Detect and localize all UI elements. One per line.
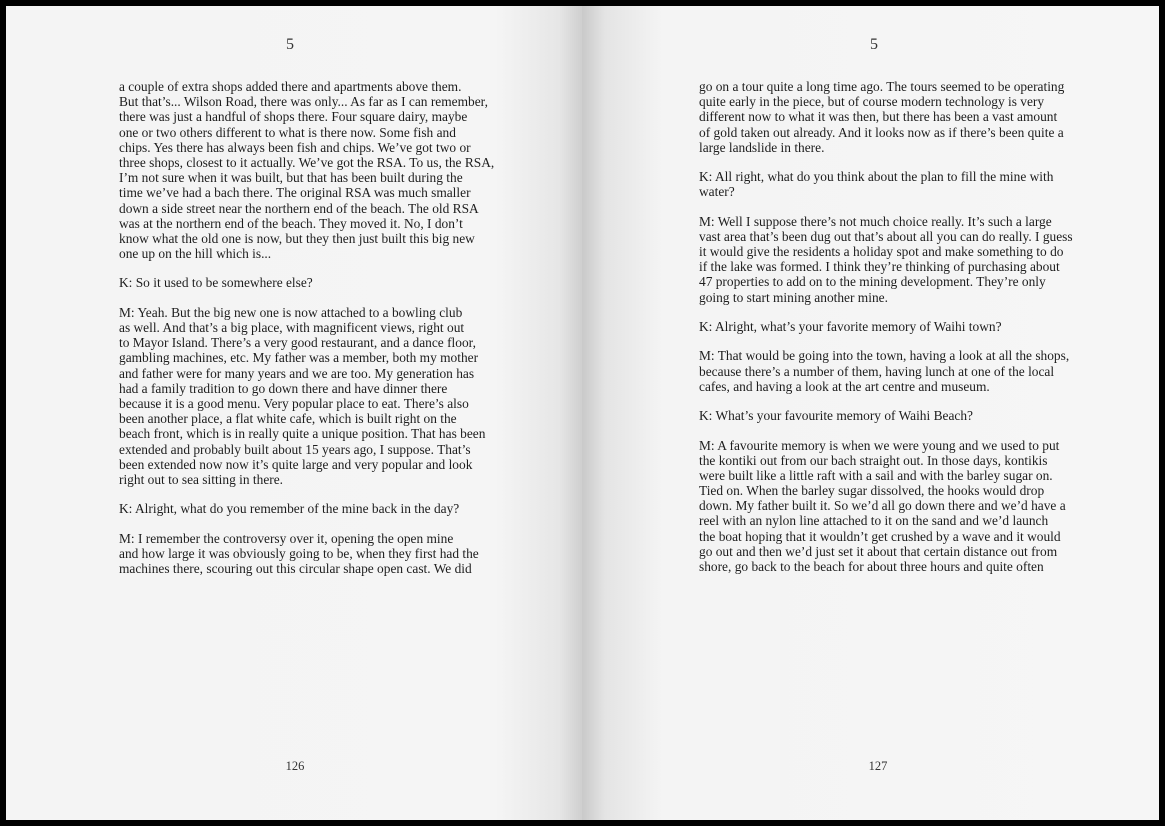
text-line: cafes, and having a look at the art centre and museum. [699, 378, 990, 394]
text-line: was at the northern end of the beach. They moved it. No, I don’t [119, 215, 463, 231]
text-line: I’m not sure when it was built, but that has been built during the [119, 170, 463, 186]
text-line: K: Alright, what do you remember of the mine back in the day? [119, 501, 460, 517]
paragraph [699, 79, 1065, 155]
paragraph [699, 348, 1070, 394]
text-line: as well. And that’s a big place, with magnificent views, right out [119, 320, 465, 335]
text-line: had a family tradition to go down there and have dinner there [119, 380, 448, 396]
text-line: extended and probably built about 15 years ago, I suppose. That’s [119, 441, 471, 457]
chapter-number: 5 [286, 36, 294, 53]
text-line: to Mayor Island. There’s a very good restaurant, and a dance floor, [119, 335, 476, 351]
paragraph [699, 408, 1049, 423]
text-line: K: What’s your favourite memory of Waihi Beach? [699, 408, 973, 424]
text-line: been another place, a flat white cafe, which is built right on the [119, 411, 457, 427]
text-line: M: A favourite memory is when we were young and we used to put [699, 437, 1060, 453]
paragraph [699, 169, 1054, 200]
body-text [699, 79, 1073, 588]
paragraph [119, 501, 469, 516]
text-line: vast area that’s been dug out that’s about all you can do really. I guess [699, 228, 1073, 244]
text-line: because it is a good menu. Very popular place to eat. There’s also [119, 395, 469, 411]
text-line: down a side street near the northern end of the beach. The old RSA [119, 200, 479, 216]
text-line: M: That would be going into the town, having a look at all the shops, [699, 348, 1070, 364]
right-page [582, 6, 1159, 820]
text-line: it would give the residents a holiday spot and make something to do [699, 244, 1064, 260]
text-line: K: All right, what do you think about the plan to fill the mine with [699, 169, 1054, 185]
book-spread [6, 6, 1159, 820]
text-line: large landslide in there. [699, 139, 825, 155]
text-line: the boat hoping that it wouldn’t get crushed by a wave and it would [699, 528, 1061, 544]
text-line: a couple of extra shops added there and apartments above them. [119, 79, 462, 94]
text-line: three shops, closest to it actually. We’ve got the RSA. To us, the RSA, [119, 154, 495, 170]
paragraph [699, 319, 1049, 334]
paragraph [119, 275, 469, 290]
text-line: reel with an nylon line attached to it on the sand and we’d launch [699, 513, 1049, 529]
text-line: 47 properties to add on to the mining development. They’re only [699, 274, 1046, 290]
page-number: 127 [868, 759, 888, 773]
paragraph [119, 304, 486, 487]
paragraph [699, 213, 1073, 305]
text-line: going to start mining another mine. [699, 289, 888, 305]
text-line: go out and then we’d just set it about that certain distance out from [699, 543, 1058, 559]
text-line: down. My father built it. So we’d all go down there and we’d have a [699, 498, 1066, 514]
text-line: M: Yeah. But the big new one is now attached to a bowling club [119, 304, 463, 320]
text-line: one up on the hill which is... [119, 246, 272, 262]
text-line: gambling machines, etc. My father was a member, both my mother [119, 350, 479, 366]
text-line: know what the old one is now, but they then just built this big new [119, 230, 475, 246]
text-line: different now to what it was then, but there has been a vast amount [699, 109, 1058, 125]
text-line: and how large it was obviously going to be, when they first had the [119, 545, 479, 561]
chapter-number: 5 [870, 36, 878, 53]
text-line: chips. Yes there has always been fish and chips. We’ve got two or [119, 139, 471, 155]
body-text [119, 79, 495, 590]
text-line: K: So it used to be somewhere else? [119, 275, 313, 291]
text-line: quite early in the piece, but of course modern technology is very [699, 94, 1045, 110]
text-line: and father were for many years and we are too. My generation has [119, 365, 475, 381]
text-line: if the lake was formed. I think they’re thinking of purchasing about [699, 259, 1060, 275]
text-line: were built like a little raft with a sail and with the barley sugar on. [699, 467, 1053, 483]
text-line: time we’ve had a bach there. The original RSA was much smaller [119, 185, 471, 201]
left-page [6, 6, 582, 820]
text-line: one or two others different to what is there now. Some fish and [119, 124, 456, 140]
text-line: the kontiki out from our bach straight out. In those days, kontikis [699, 452, 1048, 468]
text-line: because there’s a number of them, having lunch at one of the local [699, 363, 1055, 379]
text-line: Tied on. When the barley sugar dissolved, the hooks would drop [699, 483, 1045, 499]
text-line: of gold taken out already. And it looks now as if there’s been quite a [699, 124, 1064, 140]
text-line: machines there, scouring out this circular shape open cast. We did [119, 561, 472, 576]
paragraph [119, 79, 495, 262]
text-line: beach front, which is in really quite a unique position. That has been [119, 426, 486, 442]
text-line: shore, go back to the beach for about three hours and quite often [699, 559, 1044, 574]
text-line: there was just a handful of shops there. Four square dairy, maybe [119, 109, 468, 125]
text-line: M: I remember the controversy over it, opening the open mine [119, 530, 454, 546]
text-line: M: Well I suppose there’s not much choice really. It’s such a large [699, 213, 1052, 229]
text-line: go on a tour quite a long time ago. The tours seemed to be operating [699, 79, 1065, 94]
text-line: But that’s... Wilson Road, there was only... As far as I can remember, [119, 94, 488, 110]
paragraph [119, 530, 479, 577]
page-number: 126 [285, 759, 305, 773]
paragraph [699, 437, 1066, 575]
text-line: K: Alright, what’s your favorite memory of Waihi town? [699, 319, 1002, 334]
text-line: right out to sea sitting in there. [119, 471, 284, 487]
text-line: water? [699, 184, 735, 200]
text-line: been extended now now it’s quite large and very popular and look [119, 456, 473, 472]
